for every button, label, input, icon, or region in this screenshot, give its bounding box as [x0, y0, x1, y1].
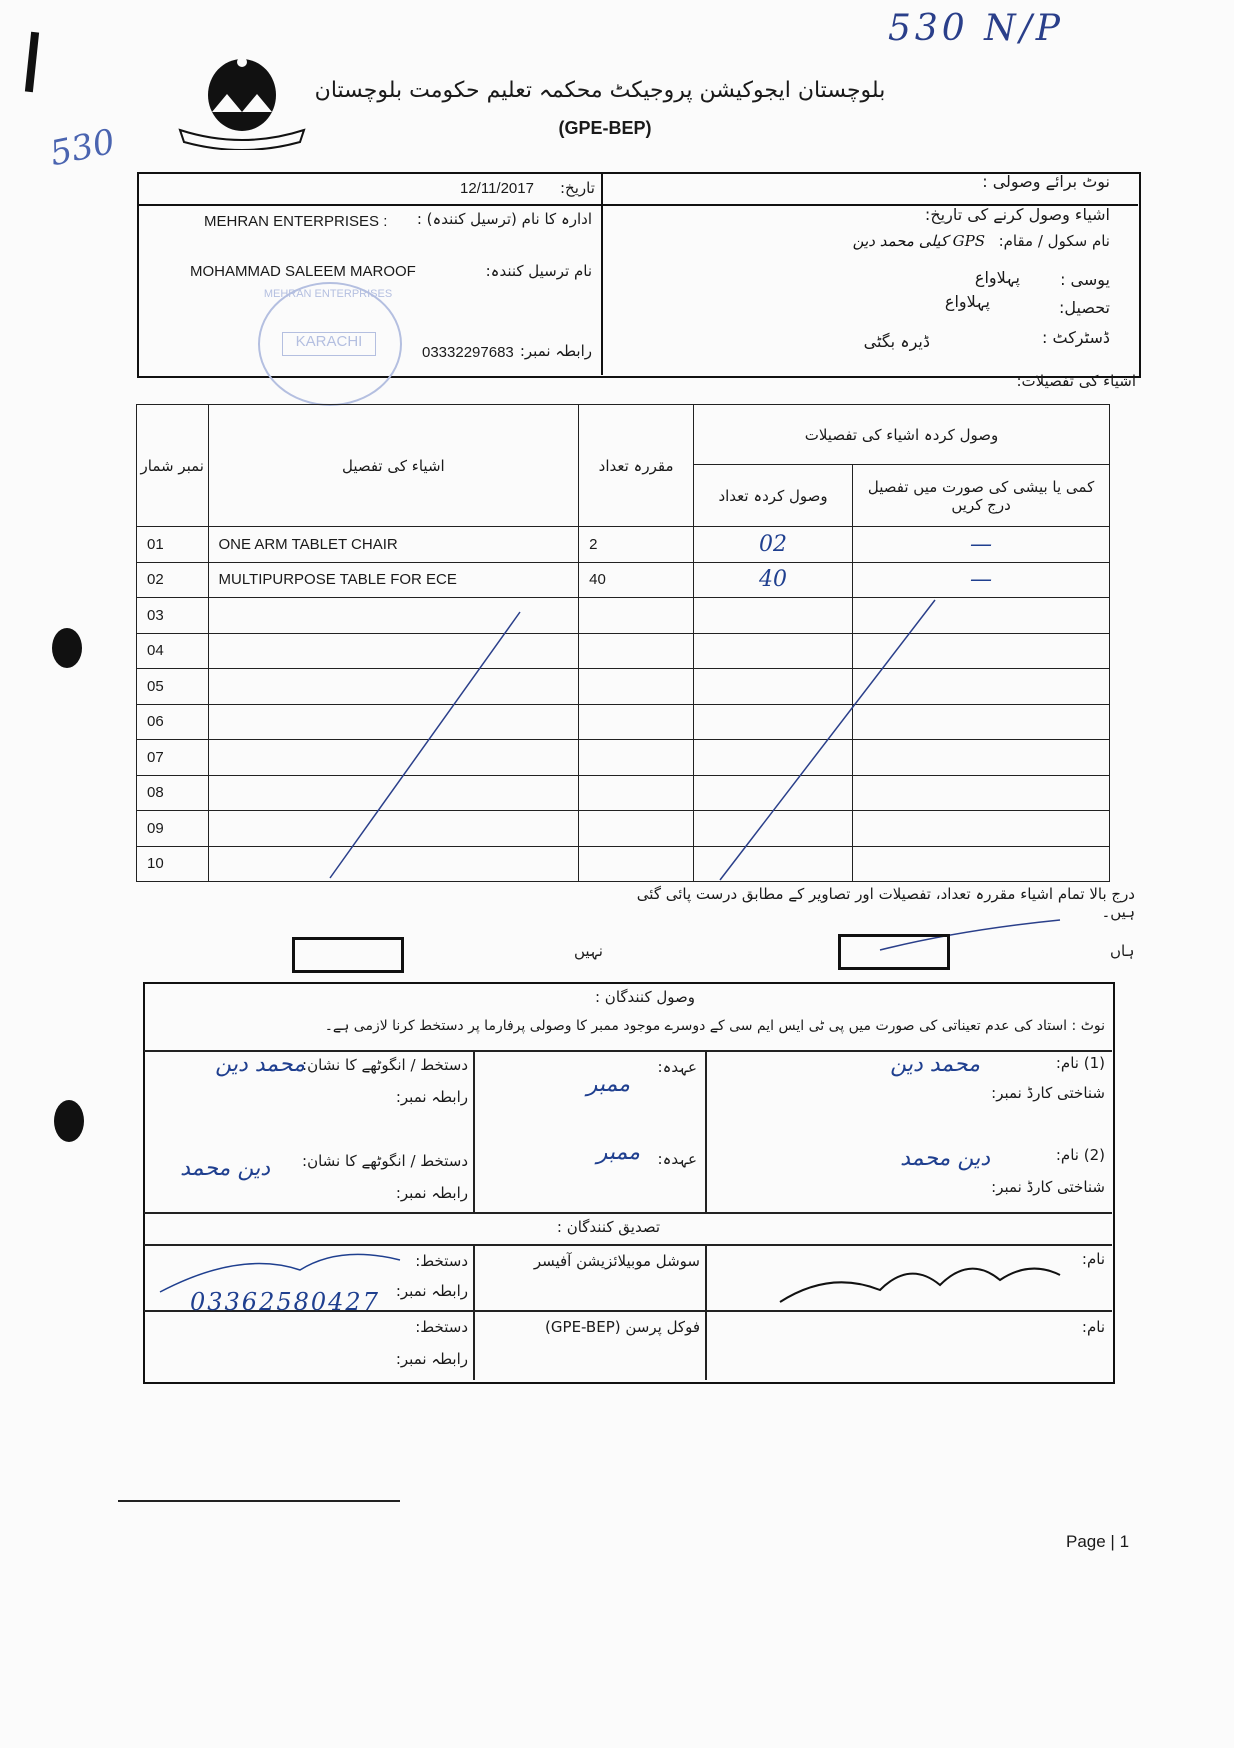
header-subtitle: (GPE-BEP) — [558, 118, 652, 138]
row-sno: 10 — [137, 846, 209, 882]
row-desc: ONE ARM TABLET CHAIR — [208, 527, 579, 563]
punch-hole — [54, 1100, 84, 1142]
receivers-note: نوٹ : استاد کی عدم تعیناتی کی صورت میں پی ٹی ایس ایم سی کے دوسرے موجود ممبر کا وصولی پرفارما پر دستخط کرنا لازمی ہے۔ — [324, 1018, 1105, 1034]
row-sno: 01 — [137, 527, 209, 563]
row-received — [693, 846, 852, 882]
row-received — [693, 669, 852, 705]
row-received — [693, 740, 852, 776]
confirm-statement: درج بالا تمام اشیاء مقررہ تعداد، تفصیلات اور تصاویر کے مطابق درست پائی گئی ہیں۔ — [636, 885, 1135, 921]
school-label: نام سکول / مقام: — [998, 232, 1110, 250]
verifier2-name-label: نام: — [1081, 1318, 1105, 1336]
phone1-label: رابطہ نمبر: — [395, 1088, 468, 1106]
row-desc — [208, 633, 579, 669]
sign2-label: دستخط / انگوٹھے کا نشان: — [302, 1152, 468, 1170]
row-desc — [208, 846, 579, 882]
row-qty — [579, 669, 694, 705]
punch-hole — [52, 628, 82, 668]
row-sno: 07 — [137, 740, 209, 776]
balochistan-logo — [172, 50, 312, 150]
row-sno: 08 — [137, 775, 209, 811]
row-sno: 02 — [137, 562, 209, 598]
row-desc: MULTIPURPOSE TABLE FOR ECE — [208, 562, 579, 598]
verifier2-sign-label: دستخط: — [415, 1318, 468, 1336]
page-stamp: 530 N/P — [888, 8, 1065, 49]
yes-checkbox[interactable] — [838, 934, 950, 970]
verifier2-phone-label: رابطہ نمبر: — [395, 1350, 468, 1368]
row-qty: 40 — [579, 562, 694, 598]
table-row — [137, 775, 1110, 811]
post1-label: عہدہ: — [657, 1058, 697, 1076]
row-received — [693, 633, 852, 669]
row-remark — [853, 775, 1110, 811]
district-value: ڈیرہ بگٹی — [863, 332, 930, 351]
row-received — [693, 811, 852, 847]
row-remark — [853, 846, 1110, 882]
row-remark: — — [853, 527, 1110, 563]
col-received-group-header: وصول کردہ اشیاء کی تفصیلات — [693, 405, 1109, 465]
row-desc — [208, 598, 579, 634]
binding-mark — [25, 32, 39, 93]
yes-label: ہاں — [1110, 942, 1135, 960]
phone2-label: رابطہ نمبر: — [395, 1184, 468, 1202]
note-label: نوٹ برائے وصولی : — [982, 172, 1110, 191]
tehsil-value: پہلاواع — [944, 292, 990, 311]
row-received: 40 — [693, 562, 852, 598]
no-checkbox[interactable] — [292, 937, 404, 973]
post2-value: ممبر — [596, 1140, 640, 1165]
row-qty — [579, 704, 694, 740]
row-sno: 06 — [137, 704, 209, 740]
row-remark — [853, 740, 1110, 776]
org-value: MEHRAN ENTERPRISES : — [204, 213, 388, 230]
receivers-title: وصول کنندگان : — [594, 988, 695, 1006]
v-line — [705, 1050, 707, 1212]
items-title: اشیاء کی تفصیلات: — [1016, 372, 1136, 390]
row-desc — [208, 704, 579, 740]
col-shortfall-header: کمی یا بیشی کی صورت میں تفصیل درج کریں — [853, 465, 1110, 527]
cnic1-label: شناختی کارڈ نمبر: — [991, 1084, 1105, 1102]
header-title: بلوچستان ایجوکیشن پروجیکٹ محکمہ تعلیم حکومت بلوچستان — [314, 78, 886, 103]
h-line — [144, 1212, 1112, 1214]
post2-label: عہدہ: — [657, 1150, 697, 1168]
stamp-city: KARACHI — [282, 332, 376, 356]
table-row — [137, 740, 1110, 776]
verifier1-role: سوشل موبیلائزیشن آفیسر — [533, 1252, 700, 1270]
row-qty — [579, 633, 694, 669]
h-line — [144, 1244, 1112, 1246]
name1-value: محمد دین — [890, 1052, 980, 1077]
name1-label: (1) نام: — [1055, 1054, 1105, 1072]
table-row — [137, 562, 1110, 598]
sign1-value: محمد دین — [215, 1052, 305, 1077]
row-remark — [853, 633, 1110, 669]
verifier1-sign-label: دستخط: — [415, 1252, 468, 1270]
row-received — [693, 775, 852, 811]
verifiers-title: تصدیق کنندگان : — [556, 1218, 660, 1236]
verifier1-phone-label: رابطہ نمبر: — [395, 1282, 468, 1300]
row-remark — [853, 669, 1110, 705]
row-remark — [853, 811, 1110, 847]
row-desc — [208, 811, 579, 847]
verifier2-role: فوکل پرسن (GPE-BEP) — [545, 1318, 700, 1336]
table-row — [137, 846, 1110, 882]
phone-label: رابطہ نمبر: — [519, 342, 592, 360]
col-qty-header: مقررہ تعداد — [579, 405, 694, 527]
row-sno: 03 — [137, 598, 209, 634]
table-row — [137, 669, 1110, 705]
table-row — [137, 633, 1110, 669]
table-row — [137, 527, 1110, 563]
page-number: Page | 1 — [1066, 1532, 1130, 1551]
footnote-line — [118, 1500, 400, 1502]
sender-value: MOHAMMAD SALEEM MAROOF — [190, 263, 416, 280]
verifier1-phone: 03362580427 — [190, 1288, 380, 1316]
district-label: ڈسٹرکٹ : — [1042, 328, 1110, 347]
margin-note: 530 — [46, 121, 119, 175]
name2-label: (2) نام: — [1055, 1146, 1105, 1164]
row-qty: 2 — [579, 527, 694, 563]
date-label: تاریخ: — [560, 179, 595, 197]
row-received — [693, 598, 852, 634]
sign2-value: دین محمد — [180, 1156, 270, 1181]
date-value: 12/11/2017 — [460, 180, 534, 197]
col-sno-header: نمبر شمار — [137, 405, 209, 527]
row-qty — [579, 775, 694, 811]
v-line — [705, 1244, 707, 1380]
row-remark: — — [853, 562, 1110, 598]
table-row — [137, 811, 1110, 847]
row-received — [693, 704, 852, 740]
row-remark — [853, 598, 1110, 634]
no-label: نہیں — [574, 942, 603, 960]
phone-value: 03332297683 — [422, 344, 514, 361]
name2-value: دین محمد — [900, 1146, 990, 1171]
row-desc — [208, 669, 579, 705]
row-received: 02 — [693, 527, 852, 563]
school-value: GPS کیلی محمد دین — [852, 232, 985, 250]
row-sno: 04 — [137, 633, 209, 669]
row-sno: 09 — [137, 811, 209, 847]
v-line — [473, 1050, 475, 1212]
uc-value: پہلاواع — [974, 268, 1020, 287]
tehsil-label: تحصیل: — [1059, 298, 1110, 317]
sign1-label: دستخط / انگوٹھے کا نشان: — [302, 1056, 468, 1074]
table-row — [137, 704, 1110, 740]
org-label: ادارہ کا نام (ترسیل کنندہ) : — [416, 210, 592, 228]
row-remark — [853, 704, 1110, 740]
stamp-text: MEHRAN ENTERPRISES — [263, 288, 393, 300]
row-sno: 05 — [137, 669, 209, 705]
v-line — [473, 1244, 475, 1380]
uc-label: یوسی : — [1060, 270, 1110, 289]
receive-date-label: اشیاء وصول کرنے کی تاریخ: — [924, 205, 1110, 224]
verifier1-name-label: نام: — [1081, 1250, 1105, 1268]
row-desc — [208, 775, 579, 811]
post1-value: ممبر — [586, 1072, 630, 1097]
row-qty — [579, 846, 694, 882]
col-received-header: وصول کردہ تعداد — [693, 465, 852, 527]
row-desc — [208, 740, 579, 776]
sender-label: نام ترسیل کنندہ: — [485, 262, 592, 280]
cnic2-label: شناختی کارڈ نمبر: — [991, 1178, 1105, 1196]
row-qty — [579, 740, 694, 776]
items-table — [136, 404, 1110, 882]
row-qty — [579, 811, 694, 847]
row-qty — [579, 598, 694, 634]
table-row — [137, 598, 1110, 634]
col-desc-header: اشیاء کی تفصیل — [208, 405, 579, 527]
